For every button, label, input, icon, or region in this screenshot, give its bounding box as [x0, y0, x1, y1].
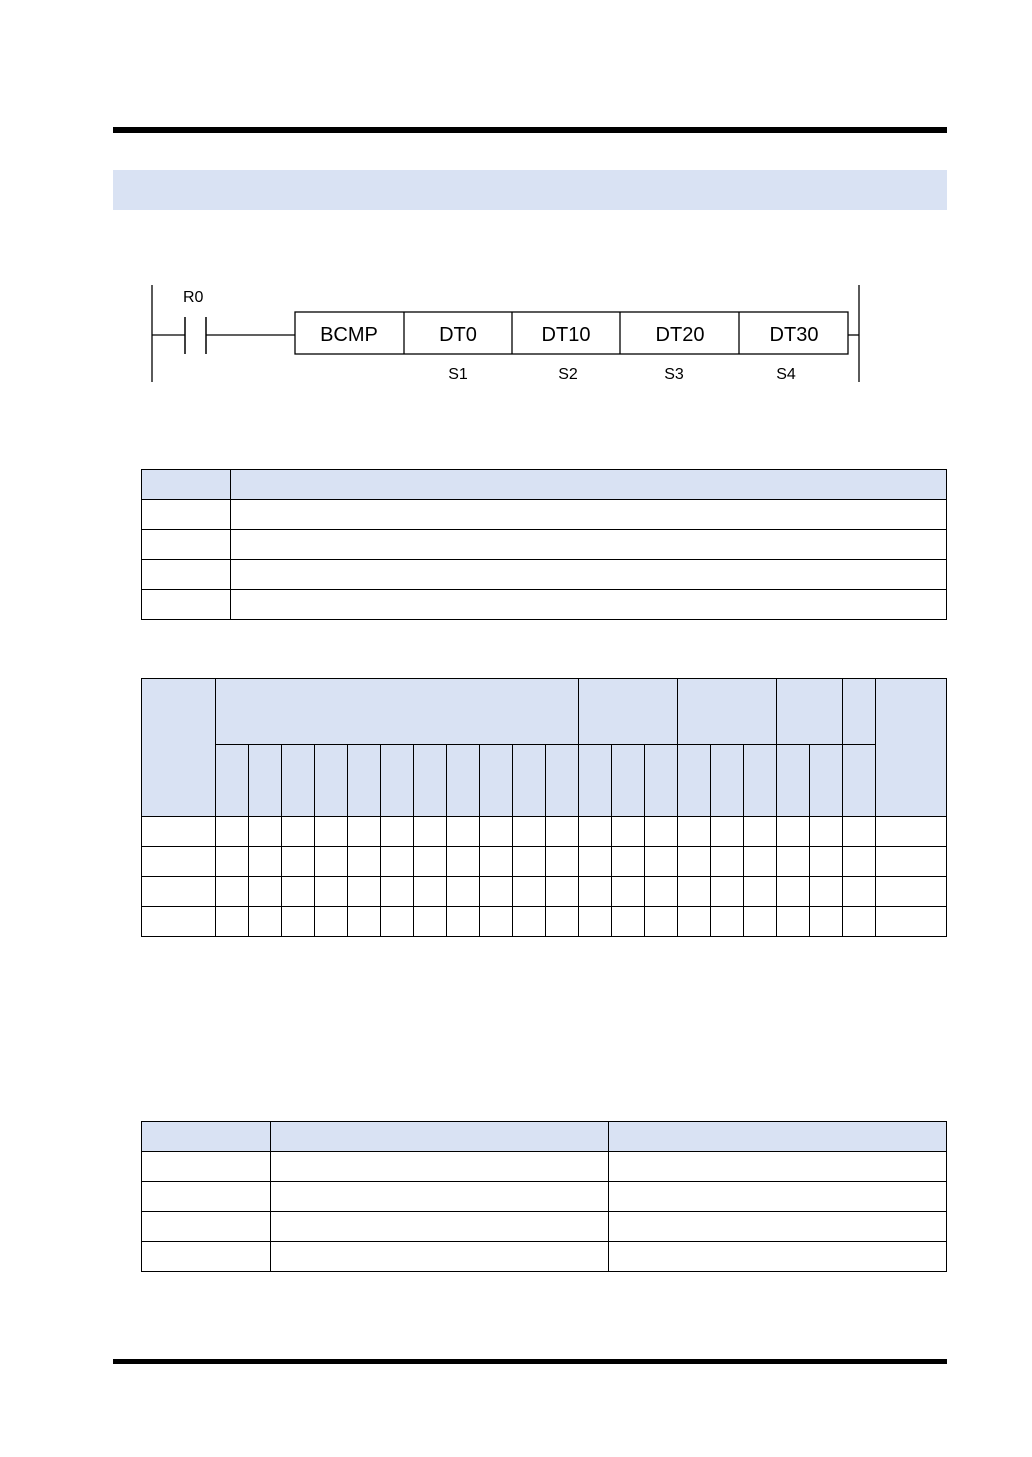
table-row — [142, 877, 947, 907]
footer-rule — [113, 1359, 947, 1364]
table-row — [142, 1242, 947, 1272]
operand-area-table — [141, 678, 947, 937]
area-table-group-header — [142, 679, 947, 745]
operand-s3: DT20 — [655, 324, 705, 346]
table-row — [142, 560, 947, 590]
header-rule — [113, 127, 947, 133]
contact-label: R0 — [183, 289, 204, 306]
table-row — [142, 847, 947, 877]
table-row — [142, 1182, 947, 1212]
table-row — [142, 590, 947, 620]
operand-s2: DT10 — [541, 324, 591, 346]
operand-label-s1: S1 — [448, 366, 468, 383]
operand-s4: DT30 — [769, 324, 819, 346]
ladder-diagram — [140, 280, 880, 390]
instruction-name: BCMP — [320, 324, 378, 346]
operand-label-s3: S3 — [664, 366, 684, 383]
flag-table — [141, 1121, 947, 1272]
flag-table-header — [142, 1122, 947, 1152]
table-row — [142, 817, 947, 847]
operand-table-header — [142, 470, 947, 500]
table-row — [142, 907, 947, 937]
area-table-sub-header — [142, 745, 947, 817]
operand-label-s2: S2 — [558, 366, 578, 383]
operand-label-s4: S4 — [776, 366, 796, 383]
table-row — [142, 1212, 947, 1242]
operand-s1: DT0 — [439, 324, 477, 346]
operand-table — [141, 469, 947, 620]
table-row — [142, 500, 947, 530]
table-row — [142, 1152, 947, 1182]
table-row — [142, 530, 947, 560]
section-heading-band — [113, 170, 947, 210]
